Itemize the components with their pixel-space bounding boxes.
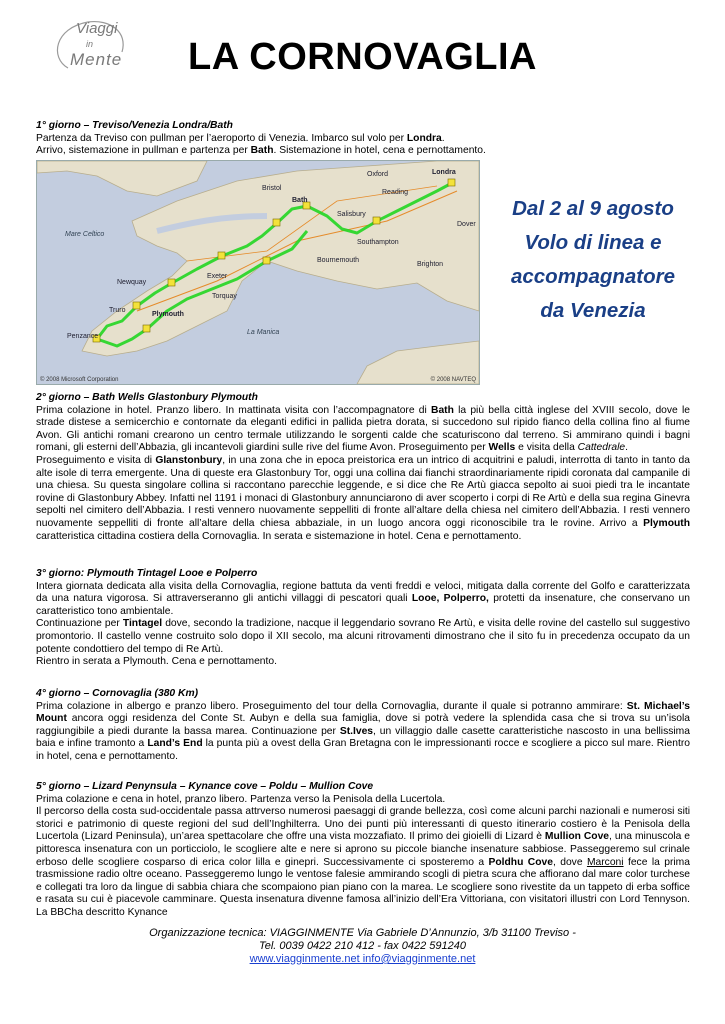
promo-dates: Dal 2 al 9 agosto — [512, 197, 674, 220]
day1-line1: Partenza da Treviso con pullman per l’aeroporto di Venezia. Imbarco sul volo per Londra. — [36, 132, 445, 144]
map-label-newquay: Newquay — [117, 279, 147, 286]
day2-heading: 2° giorno – Bath Wells Glastonbury Plymouth — [36, 392, 258, 403]
day3-section — [36, 568, 690, 669]
promo-flight: Volo di linea e — [524, 231, 662, 254]
day5-paragraph-2: Il percorso della costa sud-occidentale passa attrverso numerosi paesaggi di grande bellezza, così come alcuni parchi nazionali e numerosi siti storici e patrimonio di queste regioni del sud dell’Inghilterra. Uno dei punti più interessanti di questo itinerario costiero è la Penisola della Lucertola (Lizard Peninsula), un’area spettacolare che offre una vista mozzafiato. Il primo dei gioielli di Lizard è Mullion Cove, una minuscola e pittoresca insenatura con un porticciolo, le scogliere alte e nere si aprono su piccole bianche insenature sabbiose. Passeggeremo sul crinale erboso delle scogliere cosparso di erica color lilla e ginepri. Successivamente ci sposteremo a Poldhu Cove, dove Marconi fece la prima trasmissione radio oltre oceano. Passeggeremo lungo le ventose falesie ammirando scogli di pietra scura che affiorano dal mare color turchese e collegati tra loro da lingue di sabbia chiara che scompaiono pian piano con la marea. Le scogliere sono rivestite da un tappeto di erba soffice e rasata su cui è piacevole camminare. Questa insenatura divenne famosa all’inizio dell’Era Vittoriana, con visitatori illustri con Lord Tennyson. La BBCha descritto Kynance — [36, 806, 690, 918]
map-label-londra: Londra — [432, 169, 456, 176]
map-label-bristol: Bristol — [262, 185, 282, 192]
day3-paragraph-3: Rientro in serata a Plymouth. Cena e pernottamento. — [36, 656, 277, 668]
map-credit: © 2008 NAVTEQ — [430, 377, 476, 383]
map-label-truro: Truro — [109, 307, 126, 314]
map-label-exeter: Exeter — [207, 273, 228, 280]
day5-paragraph-1: Prima colazione e cena in hotel, pranzo libero. Partenza verso la Penisola della Lucertola. — [36, 793, 446, 805]
footer-phone-fax: Tel. 0039 0422 210 412 - fax 0422 591240 — [259, 940, 466, 952]
logo-word-viaggi: Viaggi — [76, 20, 118, 37]
day5-section — [36, 781, 690, 920]
footer — [0, 927, 725, 966]
day2-section — [36, 392, 690, 543]
map-label-southampton: Southampton — [357, 239, 399, 246]
logo-word-in: in — [86, 39, 94, 49]
map-label-bath: Bath — [292, 197, 308, 204]
map-label-la-manica: La Manica — [247, 329, 280, 336]
day1-heading: 1° giorno – Treviso/Venezia Londra/Bath — [36, 120, 233, 131]
day3-heading: 3° giorno: Plymouth Tintagel Looe e Polperro — [36, 568, 258, 579]
logo-word-mente: Mente — [70, 50, 123, 69]
day3-paragraph-2: Continuazione per Tintagel dove, secondo la tradizione, nacque il leggendario sovrano Re Artù, e visita delle rovine del castello sul suggestivo promontorio. Il castello venne costruito solo dopo il XII secolo, ma alcuni ritrovamenti dimostrano che il sito fu in precedenza occupato da un potente condottiero del tempo di Re Artù. — [36, 618, 690, 655]
map-label-brighton: Brighton — [417, 261, 444, 268]
map-label-plymouth: Plymouth — [152, 311, 184, 318]
day4-section — [36, 688, 690, 764]
map-label-mare-celtico: Mare Celtico — [65, 231, 105, 238]
route-map — [36, 160, 480, 385]
page-title: LA CORNOVAGLIA — [188, 36, 537, 78]
day4-paragraph-1: Prima colazione in albergo e pranzo libero. Proseguimento del tour della Cornovaglia, durante il quale si potranno ammirare: St. Michael’s Mount ancora oggi residenza del Conte St. Aubyn e della sua famiglia, dove si potrà vedere la splendida casa che si trova su un’isola raggiungibile a piedi durante la bassa marea. Continuazione per St.Ives, un villaggio dalle casette caratteristiche nascosto in una bellissima baia e infine tramonto a Land’s End la punta più a ovest della Gran Bretagna con le impressionanti rocce e scogliere a picco sul mare. Rientro in hotel, cena e pernottamento. — [36, 700, 691, 762]
map-graphic — [37, 161, 479, 384]
day1-section — [36, 120, 690, 158]
footer-organizer: Organizzazione tecnica: VIAGGINMENTE Via Gabriele D’Annunzio, 3/b 31100 Treviso - — [149, 927, 576, 939]
day4-heading: 4° giorno – Cornovaglia (380 Km) — [36, 688, 199, 699]
map-copyright: © 2008 Microsoft Corporation — [40, 377, 119, 383]
promo-guide: accompagnatore — [510, 265, 676, 288]
promo-box — [495, 192, 691, 328]
day3-paragraph-1: Intera giornata dedicata alla visita della Cornovaglia, regione battuta da venti freddi e veloci, mitigata dalla corrente del Golfo e caratterizzata da una natura vigorosa. Si attraverseranno gli antichi villaggi di pescatori quali Looe, Polperro, protetti da insenature, che conservano un caratteristico tono ambientale. — [36, 580, 690, 617]
map-label-torquay: Torquay — [212, 293, 237, 300]
day1-line2: Arrivo, sistemazione in pullman e partenza per Bath. Sistemazione in hotel, cena e pernottamento. — [36, 145, 486, 157]
footer-web-email-link[interactable]: www.viagginmente.net info@viagginmente.net — [249, 953, 476, 965]
map-label-dover: Dover — [457, 221, 476, 228]
day5-heading: 5° giorno – Lizard Penynsula – Kynance cove – Poldu – Mullion Cove — [36, 781, 374, 792]
day2-paragraph-2: Proseguimento e visita di Glanstonbury, in una zona che in epoca preistorica era un intrico di acquitrini e paludi, interrotta di tanto in tanto da alte isole di terra emergente. Una di queste era Glastonbury Tor, oggi una collina dai fianchi straordinariamente ripidi coronata dal campanile di una chiesa. Su questa singolare collina si raccontano parecchie leggende, e si dice che Re Artù giacca sepolto ai suoi piedi tra le incantate rovine di Glastonbury Abbey. Infatti nel 1191 i monaci di Glastonbury annunciarono di aver scoperto i corpi di Re Artù e della sua regina Ginevra sepolti nel cimitero dell’Abbazia. I resti vennero nuovamente seppelliti di fronte all’altare della chiesa nel cimitero dell’Abbazia. I resti vennero nuovamente seppelliti di fronte all’altare della chiesa abbaziale, in un luogo ancora oggi riconoscibile tra le rovine. Arrivo a Plymouth caratteristica cittadina costiera della Cornovaglia. In serata e sistemazione in hotel. Cena e pernottamento. — [36, 454, 691, 542]
day2-paragraph-1: Prima colazione in hotel. Pranzo libero. In mattinata visita con l’accompagnatore di Bath la più bella città inglese del XVIII secolo, dove le strade distese a semicerchio e contornate da eleganti edifici in pallida pietra dorata, si succedono sul ripido fianco della collina fino al fiume Avon. Gli antichi romani crearono un centro termale utilizzando le sorgenti calde che scaturiscono dal terreno. Si ammirano quindi i bagni romani, gli esterni dell’Abbazia, gli incantevoli giardini sulle rive del fiume Avon. Proseguimento per Wells e visita della Cattedrale. — [36, 404, 690, 454]
map-label-penzance: Penzance — [67, 333, 99, 340]
map-label-salisbury: Salisbury — [337, 211, 366, 218]
map-label-bournemouth: Bournemouth — [317, 257, 360, 264]
map-label-oxford: Oxford — [367, 171, 389, 178]
promo-departure: da Venezia — [540, 299, 646, 322]
map-label-reading: Reading — [382, 189, 409, 196]
